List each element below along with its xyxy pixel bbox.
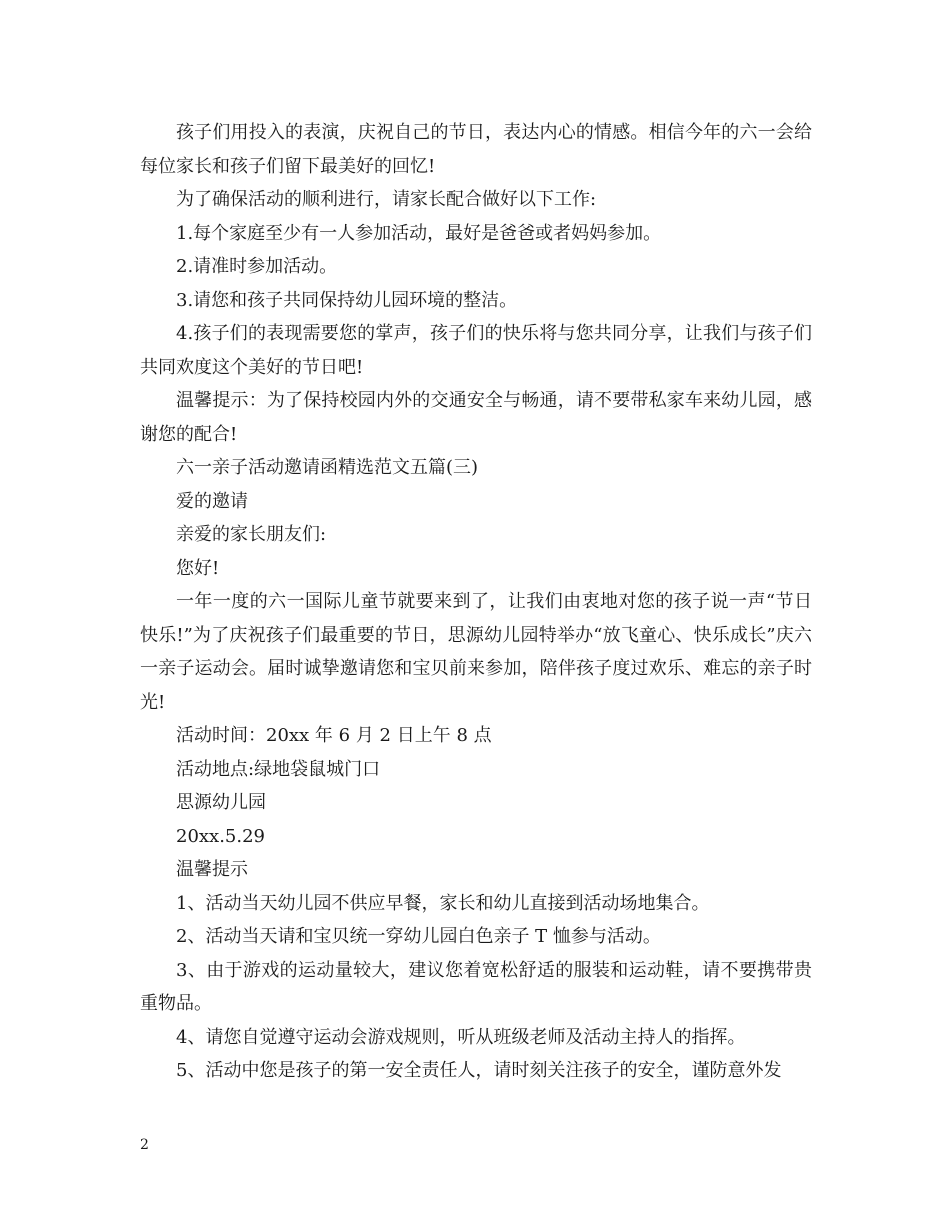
- greeting: 您好!: [176, 557, 220, 579]
- paragraph: 为了确保活动的顺利进行，请家长配合做好以下工作:: [176, 189, 597, 210]
- list-item: 3.请您和孩子共同保持幼儿园环境的整洁。: [176, 289, 518, 311]
- paragraph: 温馨提示：为了保持校园内外的交通安全与畅通，请不要带私家车来幼儿园，感谢您的配合!: [140, 390, 812, 445]
- list-item: 4、请您自觉遵守运动会游戏规则，听从班级老师及活动主持人的指挥。: [176, 1026, 746, 1048]
- paragraph: 孩子们用投入的表演，庆祝自己的节日，表达内心的情感。相信今年的六一会给每位家长和孩子们留下最美好的回忆!: [140, 122, 812, 177]
- event-time: 活动时间：20xx 年 6 月 2 日上午 8 点: [176, 725, 492, 746]
- section-heading: 爱的邀请: [176, 490, 248, 512]
- list-item: 5、活动中您是孩子的第一安全责任人，请时刻关注孩子的安全，谨防意外发: [176, 1060, 782, 1081]
- signature-date: 20xx.5.29: [176, 825, 266, 847]
- salutation: 亲爱的家长朋友们:: [176, 524, 327, 545]
- paragraph: 一年一度的六一国际儿童节就要来到了，让我们由衷地对您的孩子说一声“节日快乐!”为了庆祝孩子们最重要的节日，思源幼儿园特举办“放飞童心、快乐成长”庆六一亲子运动会。届时诚挚邀请您和宝贝前来参加，陪伴孩子度过欢乐、难忘的亲子时光!: [140, 591, 812, 713]
- signature-organization: 思源幼儿园: [176, 792, 266, 813]
- list-item: 3、由于游戏的运动量较大，建议您着宽松舒适的服装和运动鞋，请不要携带贵重物品。: [140, 959, 812, 1014]
- list-item: 4.孩子们的表现需要您的掌声，孩子们的快乐将与您共同分享，让我们与孩子们共同欢度这个美好的节日吧!: [140, 323, 812, 378]
- event-location: 活动地点:绿地袋鼠城门口: [176, 758, 381, 780]
- list-item: 1.每个家庭至少有一人参加活动，最好是爸爸或者妈妈参加。: [176, 222, 662, 244]
- document-body: [140, 116, 812, 1088]
- page-number: 2: [140, 1137, 149, 1153]
- list-item: 2、活动当天请和宝贝统一穿幼儿园白色亲子 T 恤参与活动。: [176, 926, 661, 947]
- list-item: 1、活动当天幼儿园不供应早餐，家长和幼儿直接到活动场地集合。: [176, 892, 710, 914]
- list-item: 2.请准时参加活动。: [176, 256, 338, 277]
- section-heading: 温馨提示: [176, 859, 248, 880]
- section-heading: 六一亲子活动邀请函精选范文五篇(三): [176, 457, 479, 478]
